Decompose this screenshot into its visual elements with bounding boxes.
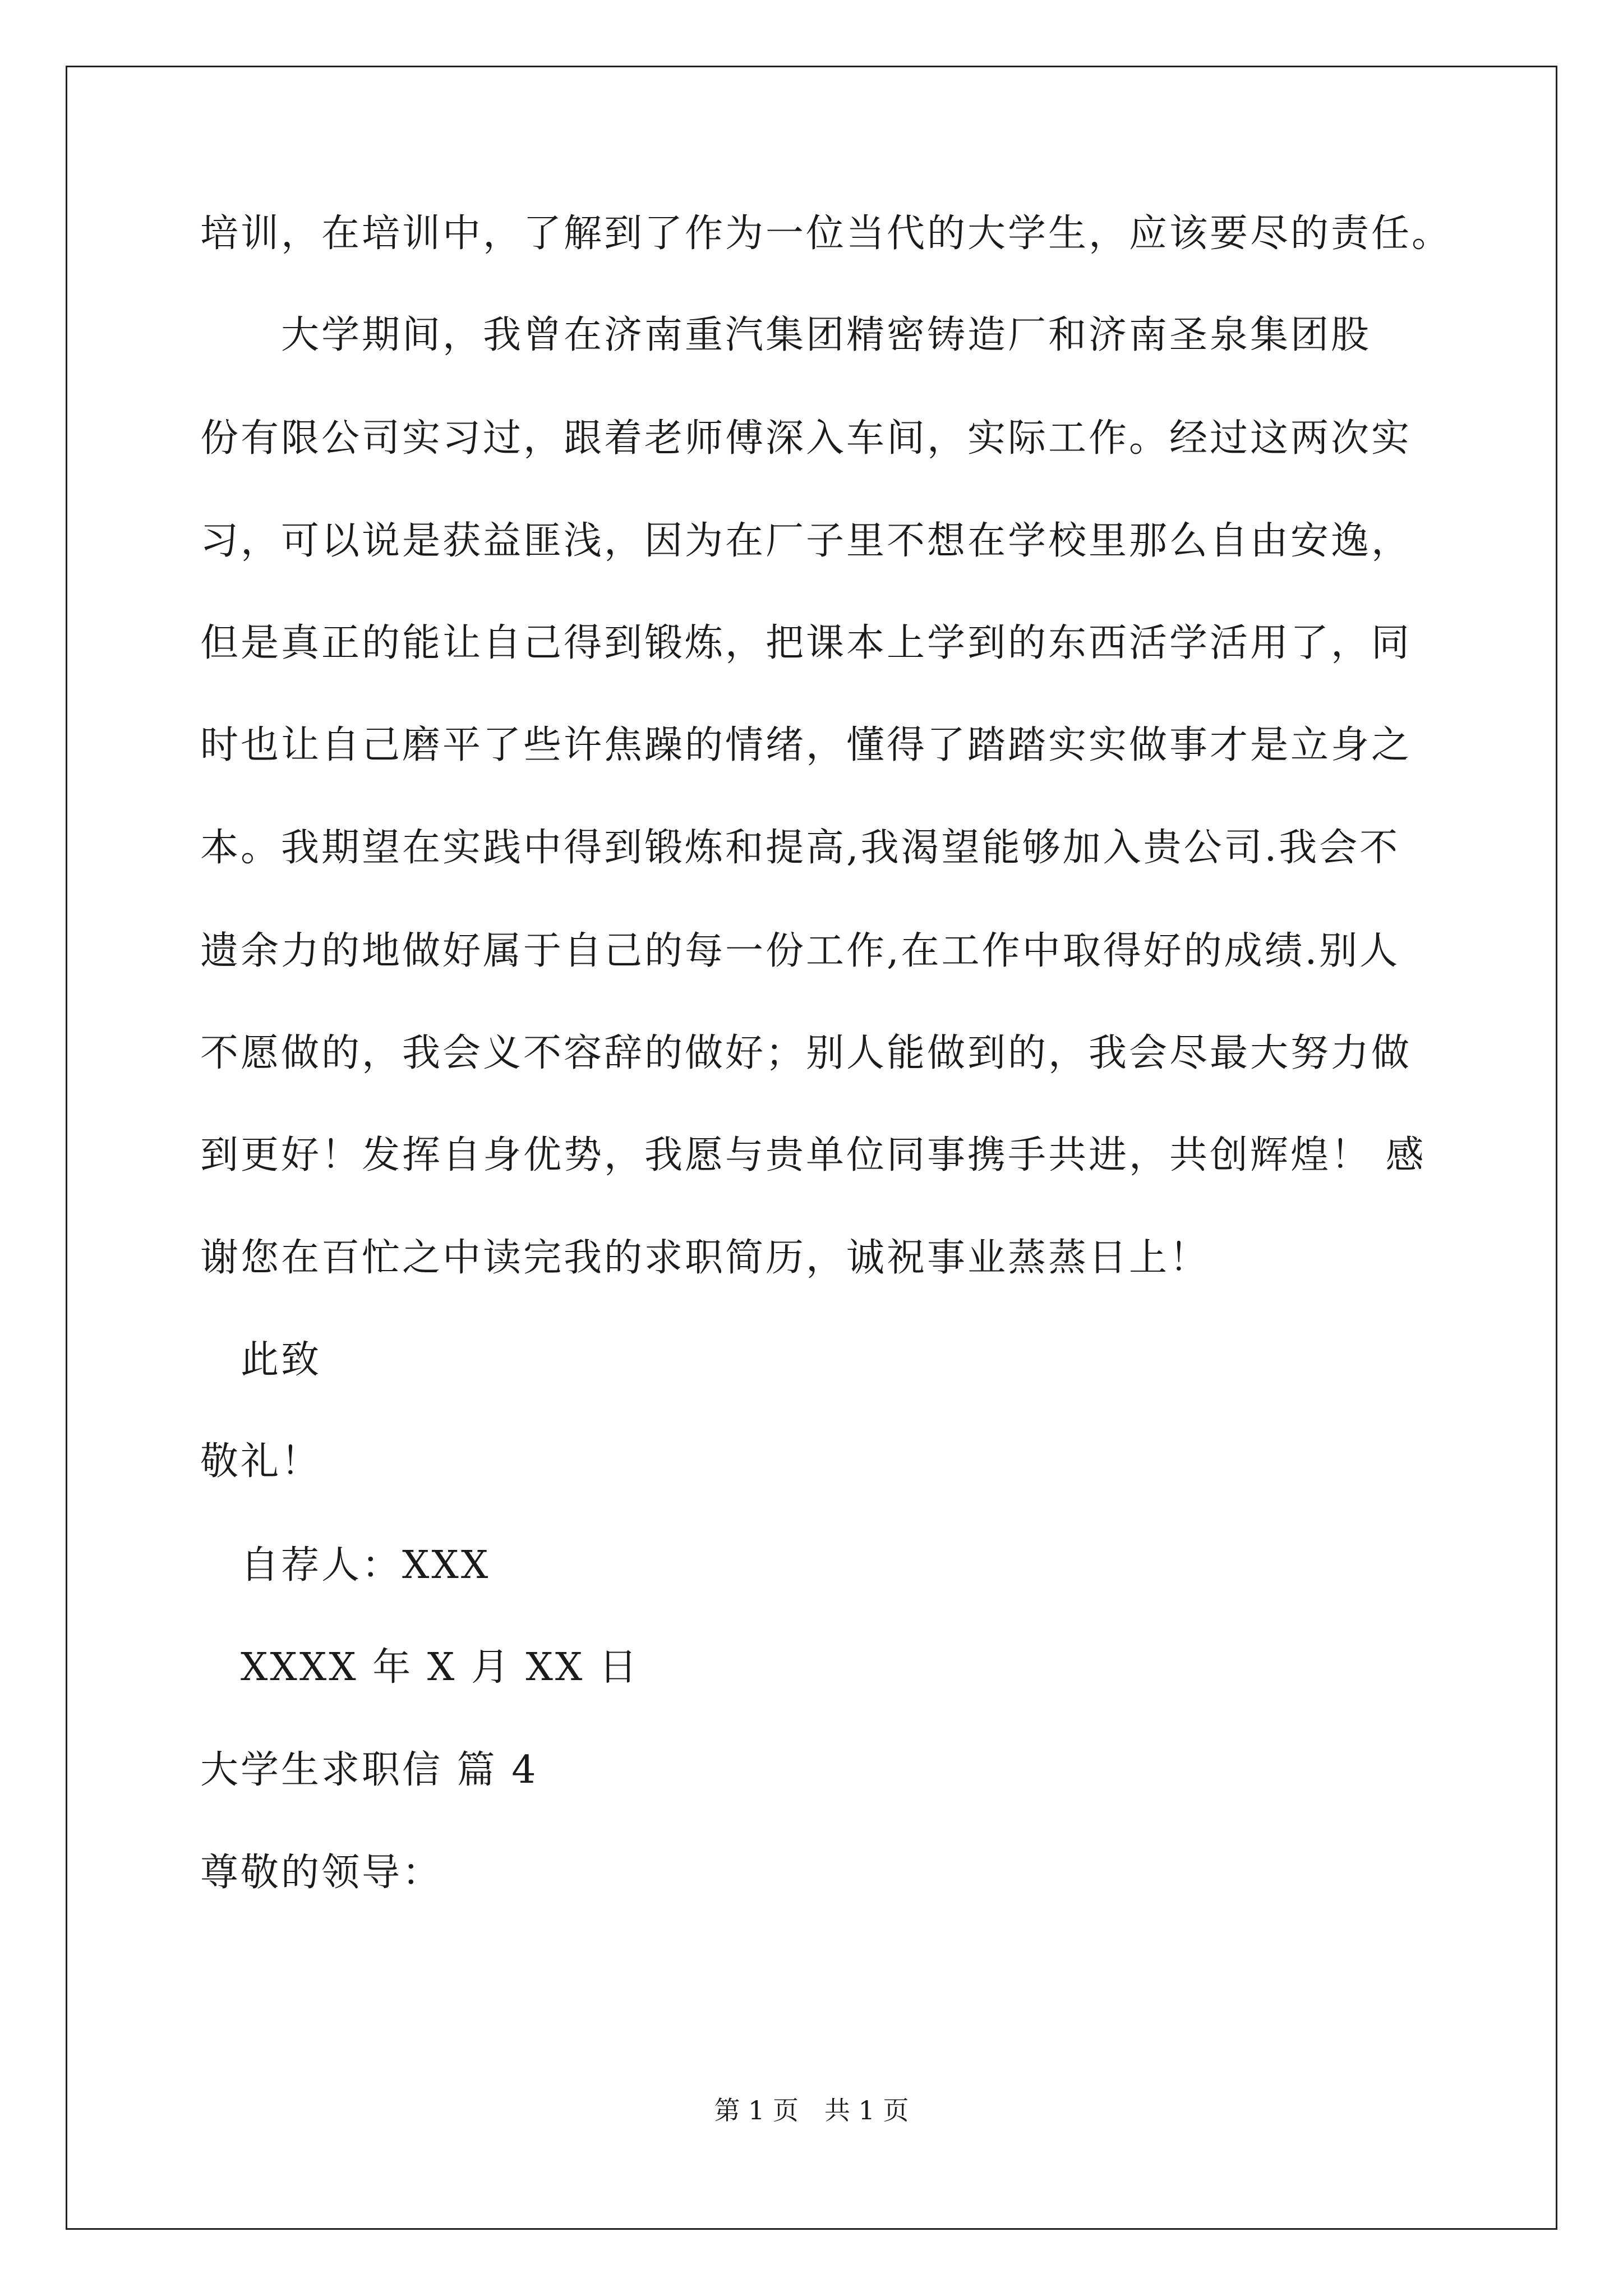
body-line: 遗余力的地做好属于自己的每一份工作,在工作中取得好的成绩.别人 bbox=[200, 929, 1400, 973]
body-line: 习，可以说是获益匪浅，因为在厂子里不想在学校里那么自由安逸， bbox=[200, 519, 1412, 563]
body-line: 到更好！发挥自身优势，我愿与贵单位同事携手共进，共创辉煌！ 感 bbox=[200, 1133, 1426, 1177]
body-line: 谢您在百忙之中读完我的求职简历，诚祝事业蒸蒸日上！ bbox=[200, 1236, 1210, 1280]
closing-salutation: 敬礼！ bbox=[200, 1439, 322, 1484]
body-line: 但是真正的能让自己得到锻炼，把课本上学到的东西活学活用了，同 bbox=[200, 621, 1412, 665]
body-line: 本。我期望在实践中得到锻炼和提高,我渴望能够加入贵公司.我会不 bbox=[200, 826, 1400, 870]
salutation-line: 尊敬的领导： bbox=[200, 1851, 443, 1895]
closing-line: 此致 bbox=[200, 1338, 322, 1382]
body-line: 大学期间，我曾在济南重汽集团精密铸造厂和济南圣泉集团股 bbox=[200, 313, 1372, 357]
body-line: 时也让自己磨平了些许焦躁的情绪，懂得了踏踏实实做事才是立身之 bbox=[200, 723, 1412, 767]
signer-line: 自荐人：XXX bbox=[200, 1543, 491, 1588]
page-number-footer: 第 1 页 共 1 页 bbox=[714, 2095, 909, 2125]
section-title: 大学生求职信 篇 4 bbox=[200, 1748, 538, 1792]
body-line: 培训，在培训中，了解到了作为一位当代的大学生，应该要尽的责任。 bbox=[200, 211, 1453, 256]
body-line: 份有限公司实习过，跟着老师傅深入车间，实际工作。经过这两次实 bbox=[200, 416, 1412, 461]
body-line: 不愿做的，我会义不容辞的做好；别人能做到的，我会尽最大努力做 bbox=[200, 1031, 1412, 1075]
date-line: XXXX 年 X 月 XX 日 bbox=[200, 1645, 639, 1690]
